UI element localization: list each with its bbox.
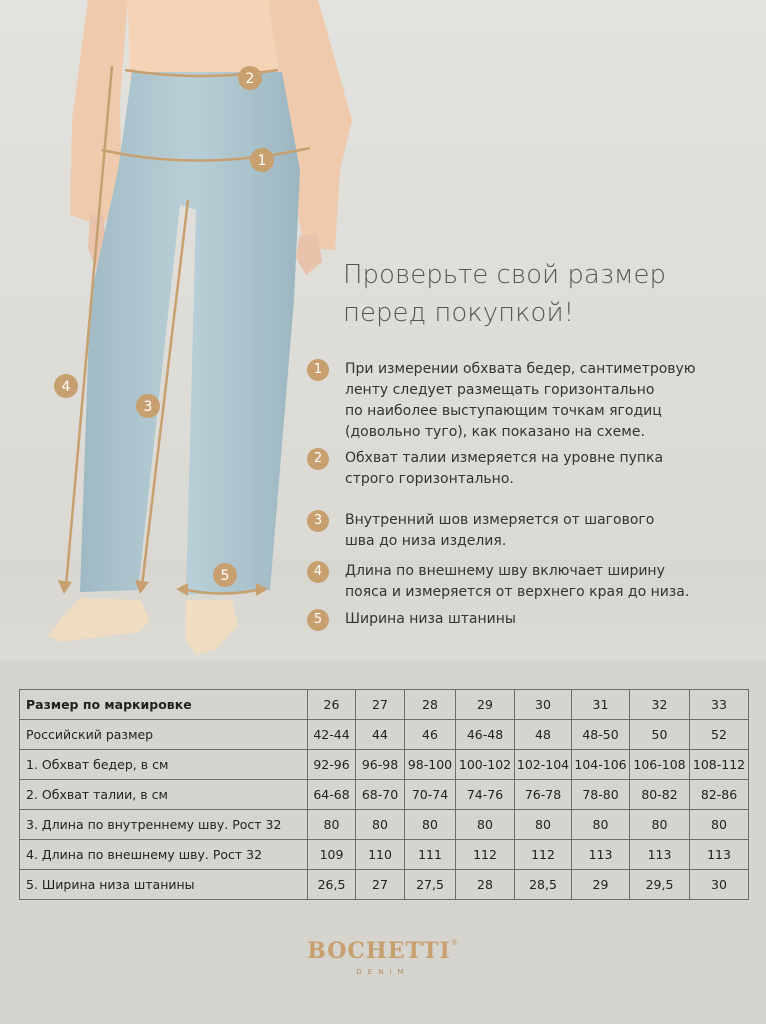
- table-cell: 30: [690, 870, 749, 900]
- note-line: (довольно туго), как показано на схеме.: [345, 424, 645, 440]
- table-cell: 80: [405, 810, 456, 840]
- svg-text:1: 1: [257, 153, 267, 169]
- table-row: [20, 750, 749, 780]
- note-line: шва до низа изделия.: [345, 533, 507, 549]
- table-row: [20, 720, 749, 750]
- table-cell: 80: [308, 810, 356, 840]
- table-cell: 102-104: [515, 750, 572, 780]
- note-number: 3: [307, 510, 329, 532]
- note-line: Длина по внешнему шву включает ширину: [345, 563, 665, 579]
- table-cell: 52: [690, 720, 749, 750]
- note-line: пояса и измеряется от верхнего края до низа.: [345, 584, 690, 600]
- row-label: 2. Обхват талии, в см: [20, 780, 308, 810]
- table-cell: 64-68: [308, 780, 356, 810]
- table-cell: 28: [456, 870, 515, 900]
- headline-line: Проверьте свой размер: [343, 260, 666, 290]
- size-header-cell: 30: [515, 690, 572, 720]
- table-cell: 26,5: [308, 870, 356, 900]
- registered-mark: ®: [450, 938, 459, 947]
- table-cell: 70-74: [405, 780, 456, 810]
- marker-1: [250, 148, 274, 172]
- headline-line: перед покупкой!: [343, 298, 574, 328]
- table-cell: 68-70: [356, 780, 405, 810]
- table-cell: 100-102: [456, 750, 515, 780]
- table-header-label: Размер по маркировке: [20, 690, 308, 720]
- table-cell: 82-86: [690, 780, 749, 810]
- size-header-cell: 26: [308, 690, 356, 720]
- headline: [343, 256, 743, 332]
- table-cell: 28,5: [515, 870, 572, 900]
- table-cell: 80: [630, 810, 690, 840]
- row-label: 3. Длина по внутреннему шву. Рост 32: [20, 810, 308, 840]
- table-cell: 44: [356, 720, 405, 750]
- note-line: Внутренний шов измеряется от шагового: [345, 512, 655, 528]
- note-line: ленту следует размещать горизонтально: [345, 382, 655, 398]
- table-cell: 111: [405, 840, 456, 870]
- table-cell: 104-106: [572, 750, 630, 780]
- row-label: 5. Ширина низа штанины: [20, 870, 308, 900]
- table-cell: 27: [356, 870, 405, 900]
- brand-name: BOCHETTI: [307, 938, 451, 964]
- size-header-cell: 33: [690, 690, 749, 720]
- table-cell: 80: [572, 810, 630, 840]
- note-number: 5: [307, 609, 329, 631]
- table-cell: 29: [572, 870, 630, 900]
- table-cell: 80: [356, 810, 405, 840]
- table-cell: 98-100: [405, 750, 456, 780]
- table-cell: 42-44: [308, 720, 356, 750]
- table-cell: 109: [308, 840, 356, 870]
- table-cell: 50: [630, 720, 690, 750]
- note-number: 4: [307, 561, 329, 583]
- left-shoe: [48, 598, 150, 642]
- table-cell: 92-96: [308, 750, 356, 780]
- table-cell: 29,5: [630, 870, 690, 900]
- row-label: 4. Длина по внешнему шву. Рост 32: [20, 840, 308, 870]
- table-cell: 80: [515, 810, 572, 840]
- table-row: [20, 810, 749, 840]
- right-shoe: [186, 600, 238, 655]
- table-cell: 46-48: [456, 720, 515, 750]
- note-line: Ширина низа штанины: [345, 611, 516, 627]
- note-line: строго горизонтально.: [345, 471, 514, 487]
- marker-2: [238, 66, 262, 90]
- size-header-cell: 32: [630, 690, 690, 720]
- table-cell: 96-98: [356, 750, 405, 780]
- table-cell: 76-78: [515, 780, 572, 810]
- svg-text:2: 2: [245, 71, 255, 87]
- marker-4: [54, 374, 78, 398]
- table-cell: 74-76: [456, 780, 515, 810]
- right-hand: [296, 235, 322, 275]
- svg-text:3: 3: [143, 399, 153, 415]
- note-line: Обхват талии измеряется на уровне пупка: [345, 450, 664, 466]
- size-header-cell: 31: [572, 690, 630, 720]
- size-table: [19, 689, 749, 900]
- table-cell: 78-80: [572, 780, 630, 810]
- table-cell: 113: [690, 840, 749, 870]
- note-line: При измерении обхвата бедер, сантиметровую: [345, 361, 696, 377]
- size-header-cell: 27: [356, 690, 405, 720]
- table-cell: 80-82: [630, 780, 690, 810]
- brand-logo: [0, 938, 766, 976]
- table-cell: 106-108: [630, 750, 690, 780]
- marker-3: [136, 394, 160, 418]
- table-cell: 80: [690, 810, 749, 840]
- blouse: [128, 0, 280, 80]
- table-cell: 108-112: [690, 750, 749, 780]
- table-cell: 48-50: [572, 720, 630, 750]
- table-cell: 113: [630, 840, 690, 870]
- table-cell: 46: [405, 720, 456, 750]
- table-header-row: [20, 690, 749, 720]
- table-row: [20, 870, 749, 900]
- table-cell: 112: [515, 840, 572, 870]
- table-cell: 110: [356, 840, 405, 870]
- table-cell: 113: [572, 840, 630, 870]
- size-header-cell: 29: [456, 690, 515, 720]
- row-label: Российский размер: [20, 720, 308, 750]
- brand-subtitle: DENIM: [356, 968, 410, 976]
- note-number: 1: [307, 359, 329, 381]
- note-number: 2: [307, 448, 329, 470]
- size-header-cell: 28: [405, 690, 456, 720]
- table-row: [20, 840, 749, 870]
- table-row: [20, 780, 749, 810]
- marker-5: [213, 563, 237, 587]
- table-cell: 80: [456, 810, 515, 840]
- row-label: 1. Обхват бедер, в см: [20, 750, 308, 780]
- note-line: по наиболее выступающим точкам ягодиц: [345, 403, 662, 419]
- svg-text:5: 5: [220, 568, 230, 584]
- svg-text:4: 4: [61, 379, 71, 395]
- table-cell: 112: [456, 840, 515, 870]
- table-cell: 27,5: [405, 870, 456, 900]
- table-cell: 48: [515, 720, 572, 750]
